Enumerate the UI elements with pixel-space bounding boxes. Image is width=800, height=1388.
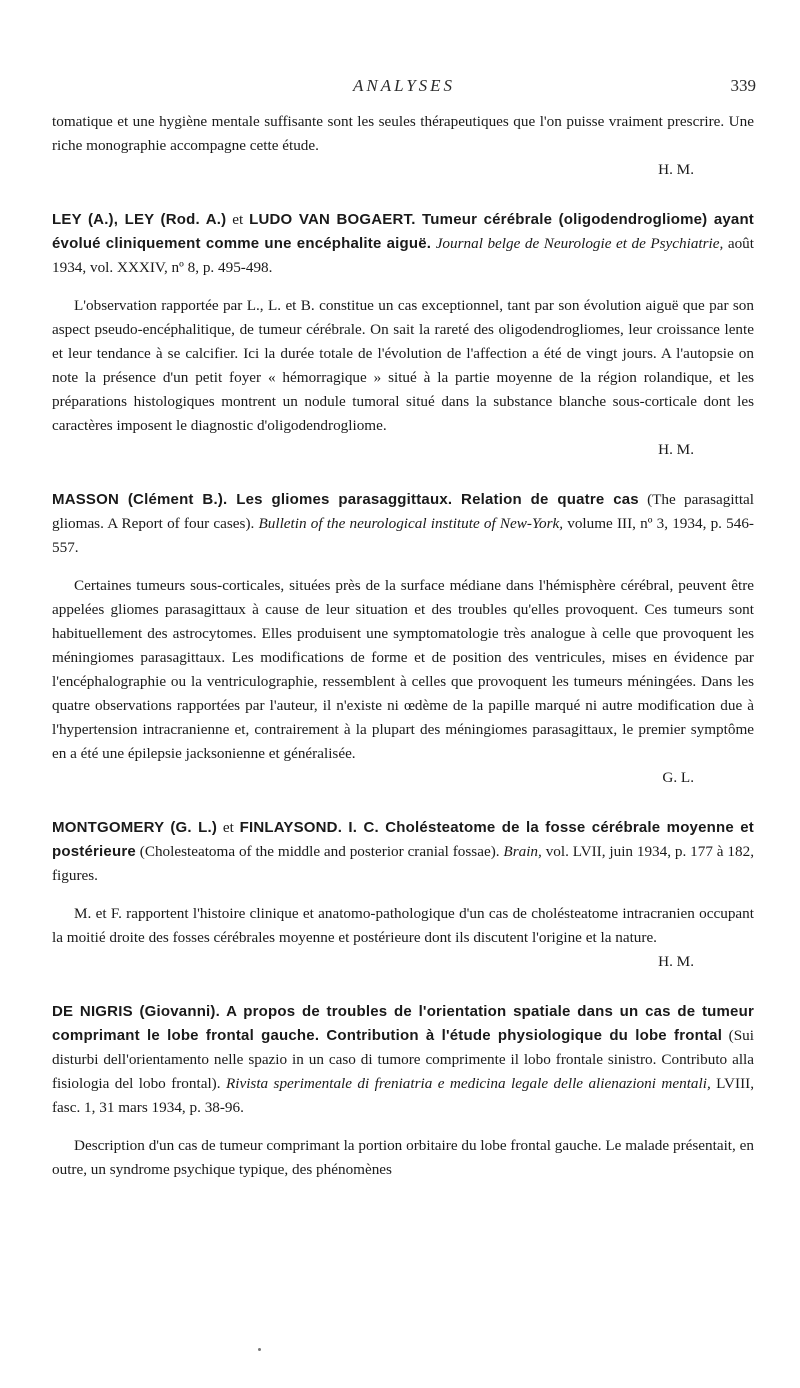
running-title: ANALYSES [352,76,456,95]
entry-heading [52,1000,754,1120]
intro-text: tomatique et une hygiène mentale suffisante sont les seules thérapeutiques que l'on puisse vraiment prescrire. Une riche monographie accompagne cette étude. [52,113,754,154]
entry-signature: H. M. [658,953,694,970]
entry-abstract: Description d'un cas de tumeur comprimant la portion orbitaire du lobe frontal gauche. Le malade présentait, en outre, un syndrome psychique typique, des phénomènes [52,1137,754,1178]
entry-authors: LEY (A.), LEY (Rod. A.) [52,211,227,228]
entry-abstract: Certaines tumeurs sous-corticales, situées près de la surface médiane dans l'hémisphère cérébral, peuvent être appelées gliomes parasagittaux à cause de leur situation et des troubles qu'elles provoquent. Ces tumeurs sont habituellement des astrocytomes. Elles produisent une symptomatologie très analogue à celle que provoquent les méningiomes parasagittaux. Les modifications de forme et de position des ventricules, mises en évidence par l'encéphalographie ou la ventriculographie, ressemblent à celles que provoquent les tumeurs méningées. Dans les quatre observations rapportées par l'auteur, il n'existe ni œdème de la papille marqué ni autre modification due à l'hypertension intracranienne et, contrairement à la plupart des méningiomes parasagittaux, le premier symptôme en a été une épilepsie jacksonienne et généralisée. [52,577,754,762]
entry-heading [52,816,754,888]
intro-signature: H. M. [658,161,694,178]
page-content [52,110,754,1182]
review-entry-montgomery [52,816,754,974]
entry-citation: volume III, nº 3, 1934, p. 546-557. [52,515,754,556]
entry-citation: vol. LVII, juin 1934, p. 177 à 182, figures. [52,843,754,884]
review-entry-masson [52,488,754,790]
entry-authors: MONTGOMERY (G. L.) [52,819,218,836]
entry-journal: Rivista sperimentale di freniatria e medicina legale delle alienazioni mentali, [220,1075,711,1092]
entry-abstract: M. et F. rapportent l'histoire clinique et anatomo-pathologique d'un cas de cholésteatome intracranien occupant la moitié droite des fosses cérébrales moyenne et postérieure dont ils discutent l'origine et la nature. [52,905,754,946]
entry-authors-secondary: FINLAYSOND. I. C. [239,819,379,836]
entry-authors-join: et [217,819,240,836]
review-entry-ley [52,208,754,462]
intro-continuation [52,110,754,182]
entry-authors-join: et [226,211,250,228]
entry-heading [52,208,754,280]
running-header [52,76,756,100]
entry-signature: G. L. [662,769,694,786]
entry-authors-secondary: LUDO VAN BOGAERT. [249,211,416,228]
entry-title: Cholésteatome de la fosse cérébrale moyenne et postérieure [52,819,754,860]
page-number: 339 [730,76,756,95]
entry-translation: (Sui disturbi dell'orientamento nelle spazio in un caso di tumore comprimente il lobo frontale sinistro. Contributo alla fisiologia del lobo frontal). [52,1027,754,1092]
entry-title: Les gliomes parasaggittaux. Relation de quatre cas [227,491,639,508]
entry-translation: (The parasagittal gliomas. A Report of four cases). [52,491,754,532]
entry-authors: DE NIGRIS (Giovanni). [52,1003,220,1020]
entry-citation: août 1934, vol. XXXIV, nº 8, p. 495-498. [52,235,754,276]
entry-signature: H. M. [658,441,694,458]
entry-journal: Brain, [499,843,542,860]
print-speck [258,1348,261,1351]
review-entry-de-nigris [52,1000,754,1182]
entry-title: A propos de troubles de l'orientation spatiale dans un cas de tumeur comprimant le lobe frontal gauche. Contribution à l'étude physiologique du lobe frontal [52,1003,754,1044]
entry-title: Tumeur cérébrale (oligodendrogliome) ayant évolué cliniquement comme une encéphalite aiguë. [52,211,755,252]
entry-translation: (Cholesteatoma of the middle and posterior cranial fossae). [135,843,500,860]
entry-heading [52,488,754,560]
entry-abstract: L'observation rapportée par L., L. et B. constitue un cas exceptionnel, tant par son évolution aiguë que par son aspect pseudo-encéphalitique, de tumeur cérébrale. On sait la rareté des oligodendrogliomes, leur croissance lente et leur tendance à se calcifier. Ici la durée totale de l'évolution de l'affection a été de vingt jours. A l'autopsie on note la présence d'un petit foyer « hémorragique » situé à la partie moyenne de la région rolandique, et les préparations histologiques montrent un nodule tumoral situé dans la substance blanche sous-corticale dont les caractères imposent le diagnostic d'oligodendrogliome. [52,297,754,434]
entry-citation: LVIII, fasc. 1, 31 mars 1934, p. 38-96. [52,1075,754,1116]
entry-journal: Bulletin of the neurological institute of New-York, [254,515,564,532]
entry-authors: MASSON (Clément B.). [52,491,228,508]
entry-journal: Journal belge de Neurologie et de Psychiatrie, [435,235,724,252]
